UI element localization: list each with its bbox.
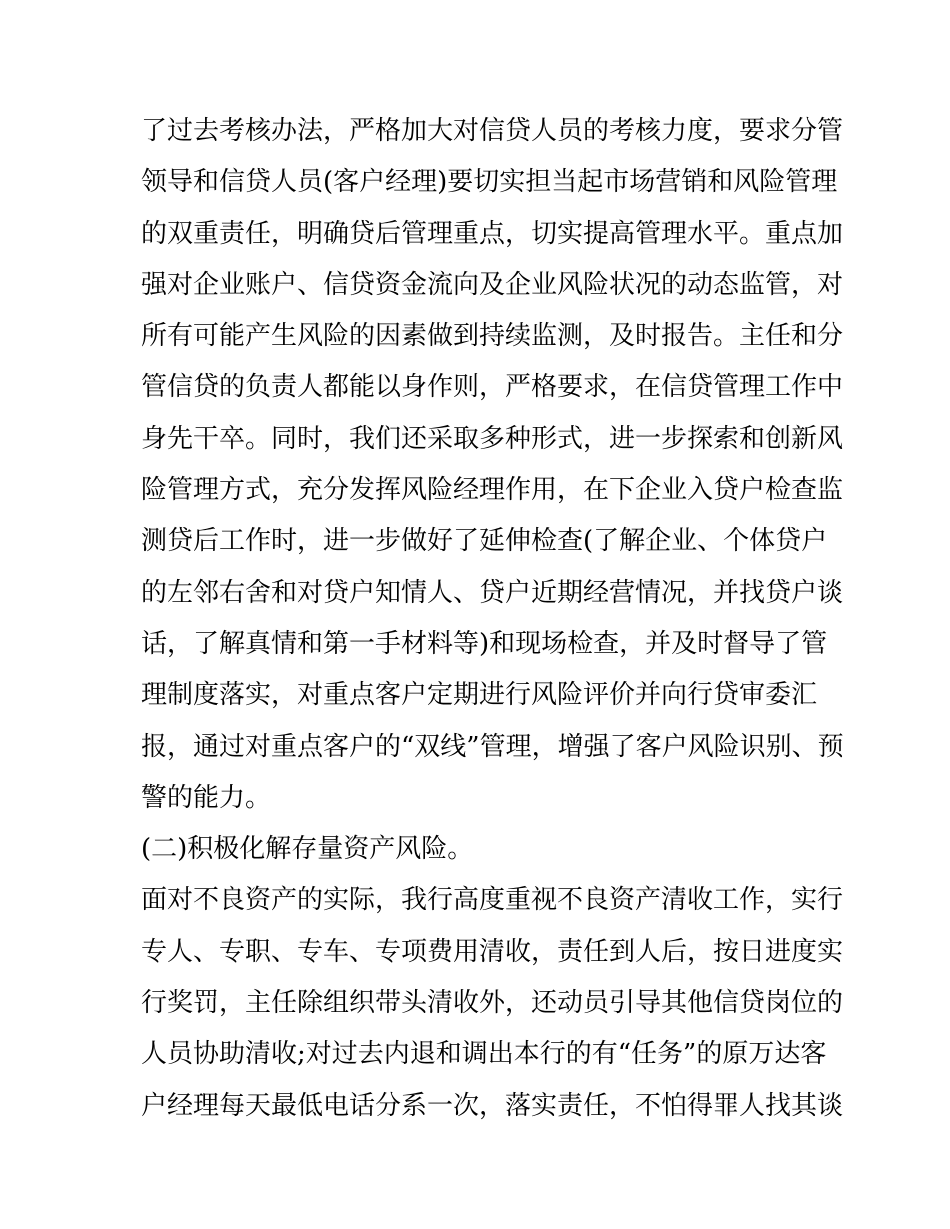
text-line: 领导和信贷人员(客户经理)要切实担当起市场营销和风险管理	[141, 167, 838, 198]
text-line: 行奖罚，主任除组织带头清收外，还动员引导其他信贷岗位的	[141, 988, 844, 1019]
text-line: 身先干卒。同时，我们还采取多种形式，进一步探索和创新风	[141, 423, 844, 454]
text-line: 报，通过对重点客户的“双线”管理，增强了客户风险识别、预	[141, 731, 844, 762]
text-line: 强对企业账户、信贷资金流向及企业风险状况的动态监管，对	[141, 269, 844, 300]
text-line: 户经理每天最低电话分系一次，落实责任，不怕得罪人找其谈	[141, 1090, 844, 1121]
text-line: 管信贷的负责人都能以身作则，严格要求，在信贷管理工作中	[141, 372, 844, 403]
body-text	[141, 106, 844, 1132]
text-line: 理制度落实，对重点客户定期进行风险评价并向行贷审委汇	[141, 680, 818, 711]
text-line: 专人、专职、专车、专项费用清收，责任到人后，按日进度实	[141, 936, 844, 967]
text-line: 了过去考核办法，严格加大对信贷人员的考核力度，要求分管	[141, 116, 844, 146]
section-heading: (二)积极化解存量资产风险。	[141, 834, 474, 865]
text-line: 的双重责任，明确贷后管理重点，切实提高管理水平。重点加	[141, 218, 844, 249]
text-line: 的左邻右舍和对贷户知情人、贷户近期经营情况，并找贷户谈	[141, 577, 844, 608]
text-line: 所有可能产生风险的因素做到持续监测，及时报告。主任和分	[141, 321, 844, 352]
text-line: 测贷后工作时，进一步做好了延伸检查(了解企业、个体贷户	[141, 526, 828, 557]
text-line: 话，了解真情和第一手材料等)和现场检查，并及时督导了管	[141, 628, 828, 659]
text-line: 险管理方式，充分发挥风险经理作用，在下企业入贷户检查监	[141, 475, 844, 506]
text-line: 警的能力。	[141, 782, 272, 813]
text-line: 面对不良资产的实际，我行高度重视不良资产清收工作，实行	[141, 885, 844, 916]
text-line: 人员协助清收;对过去内退和调出本行的有“任务”的原万达客	[141, 1039, 827, 1070]
